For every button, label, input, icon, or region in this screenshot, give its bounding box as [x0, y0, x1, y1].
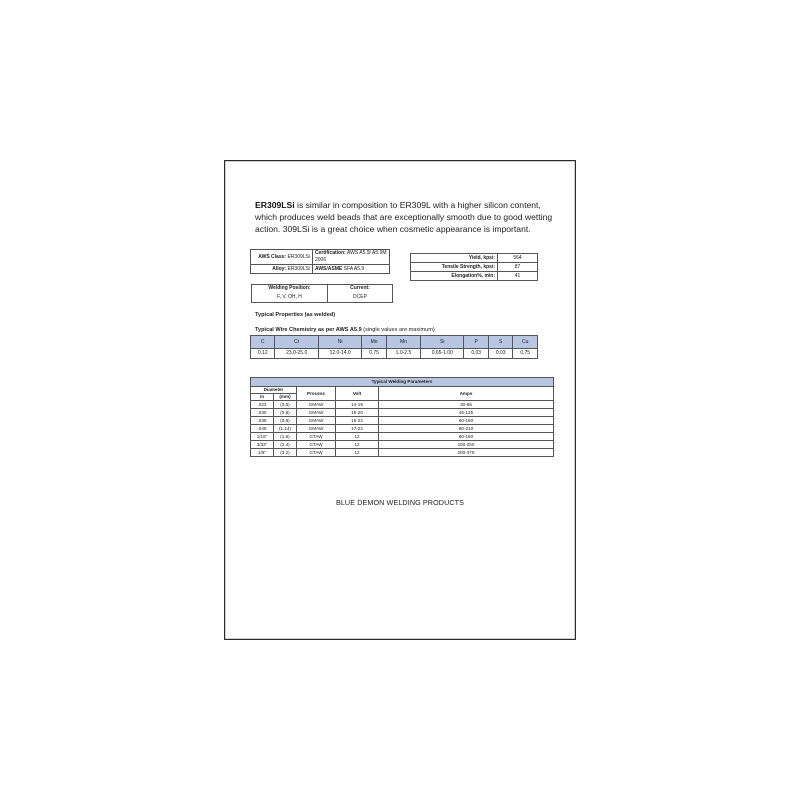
asme-value: SFA A5.9 [343, 265, 365, 272]
process: GMAW [297, 425, 336, 433]
process-header: Process [297, 387, 336, 401]
mm-header: (mm) [274, 394, 297, 401]
volt: 12 [336, 433, 379, 441]
typical-properties-title: Typical Properties (as welded) [255, 312, 336, 318]
table-row [251, 425, 554, 433]
diameter-mm: (1.14) [274, 425, 297, 433]
chemistry-value: 0.12 [251, 349, 275, 359]
diameter-in: .030 [251, 409, 274, 417]
diameter-mm: (3.2) [274, 449, 297, 457]
volt: 12 [336, 449, 379, 457]
process: GMAW [297, 401, 336, 409]
welding-parameters-title: Typical Welding Parameters [251, 378, 554, 387]
amps: 30-85 [379, 401, 554, 409]
chemistry-header: Si [421, 336, 464, 349]
classification-table [250, 249, 390, 274]
diameter-in: 1/16" [251, 433, 274, 441]
diameter-in: 1/8" [251, 449, 274, 457]
diameter-header: Diameter [251, 387, 297, 394]
process: GTAW [297, 449, 336, 457]
process: GMAW [297, 417, 336, 425]
product-description [255, 199, 555, 235]
welding-parameters-table [250, 377, 554, 457]
table-row [251, 417, 554, 425]
diameter-mm: (2.4) [274, 441, 297, 449]
chemistry-header: Mn [386, 336, 420, 349]
volt: 17-22 [336, 425, 379, 433]
chemistry-title-text: Typical Wire Chemistry as per AWS A5.9 [255, 327, 362, 333]
volt: 12 [336, 441, 379, 449]
table-row [251, 401, 554, 409]
product-name: ER309LSi [255, 200, 295, 210]
alloy-label: Alloy: [272, 265, 287, 272]
yield-value: 564 [498, 254, 538, 263]
diameter-in: .035 [251, 417, 274, 425]
alloy-value: ER309LSi [287, 265, 310, 272]
chemistry-header: Cr [275, 336, 318, 349]
welding-position-table [251, 284, 393, 303]
elongation-value: 41 [498, 272, 538, 281]
process: GTAW [297, 433, 336, 441]
diameter-in: .023 [251, 401, 274, 409]
welding-position-value: F, V, OH, H [252, 293, 328, 303]
chemistry-value: 0.03 [488, 349, 512, 359]
tensile-value: 87 [498, 263, 538, 272]
current-label: Current: [328, 285, 393, 293]
alloy-cell [251, 265, 313, 274]
volt-header: Volt [336, 387, 379, 401]
amps: 150-250 [379, 441, 554, 449]
current-value: DCEP [328, 293, 393, 303]
certification-label: Certification: [314, 250, 346, 256]
chemistry-header: Cu [513, 336, 538, 349]
chemistry-value: 0.03 [464, 349, 488, 359]
volt: 15-20 [336, 409, 379, 417]
chemistry-value: 1.0-2.5 [386, 349, 420, 359]
chemistry-header: P [464, 336, 488, 349]
certification-cell [312, 250, 389, 265]
chemistry-table [250, 335, 538, 359]
chemistry-header: C [251, 336, 275, 349]
chemistry-value: 0.75 [513, 349, 538, 359]
yield-label: Yield, kpsi: [411, 254, 498, 263]
spec-sheet-page [224, 160, 576, 640]
elongation-label: Elongation%, min: [411, 272, 498, 281]
product-description-text: is similar in composition to ER309L with a higher silicon content, which produces weld beads that are exceptionally smooth due to good wetting action. 309LSi is a great choice when cosmetic appearance is important. [255, 200, 553, 234]
chemistry-value: 0.75 [362, 349, 386, 359]
aws-class-value: ER309LSi [287, 253, 310, 260]
chemistry-value: 0.65-1.00 [421, 349, 464, 359]
diameter-in: 3/32" [251, 441, 274, 449]
amps: 200-375 [379, 449, 554, 457]
chemistry-value: 23.0-25.0 [275, 349, 318, 359]
table-row [251, 433, 554, 441]
chemistry-header: S [488, 336, 512, 349]
asme-cell [312, 265, 389, 274]
amps: 90-210 [379, 425, 554, 433]
diameter-in: .045 [251, 425, 274, 433]
volt: 14-19 [336, 401, 379, 409]
chemistry-note: (single values are maximum) [361, 327, 435, 333]
diameter-mm: (0.9) [274, 417, 297, 425]
tensile-label: Tensile Strength, kpsi: [411, 263, 498, 272]
chemistry-header: Mo [362, 336, 386, 349]
diameter-mm: (0.6) [274, 401, 297, 409]
mechanical-properties-table [410, 253, 538, 281]
chemistry-header-row [251, 336, 538, 349]
volt: 16-22 [336, 417, 379, 425]
table-row [251, 409, 554, 417]
in-header: in [251, 394, 274, 401]
amps-header: Amps [379, 387, 554, 401]
amps: 45-125 [379, 409, 554, 417]
chemistry-values-row [251, 349, 538, 359]
table-row [251, 441, 554, 449]
aws-class-label: AWS Class: [258, 253, 287, 260]
welding-position-label: Welding Position: [252, 285, 328, 293]
chemistry-title [255, 327, 435, 333]
table-row [251, 449, 554, 457]
chemistry-header: Ni [318, 336, 361, 349]
amps: 80-150 [379, 433, 554, 441]
diameter-mm: (1.6) [274, 433, 297, 441]
certification-value: AWS A5.9/ A5.9M 2006 [314, 250, 387, 263]
amps: 60-150 [379, 417, 554, 425]
process: GTAW [297, 441, 336, 449]
chemistry-value: 12.0-14.0 [318, 349, 361, 359]
aws-class-cell [251, 250, 313, 265]
asme-label: AWS/ASME [314, 265, 343, 272]
diameter-mm: (0.8) [274, 409, 297, 417]
company-footer: BLUE DEMON WELDING PRODUCTS [335, 498, 465, 507]
process: GMAW [297, 409, 336, 417]
